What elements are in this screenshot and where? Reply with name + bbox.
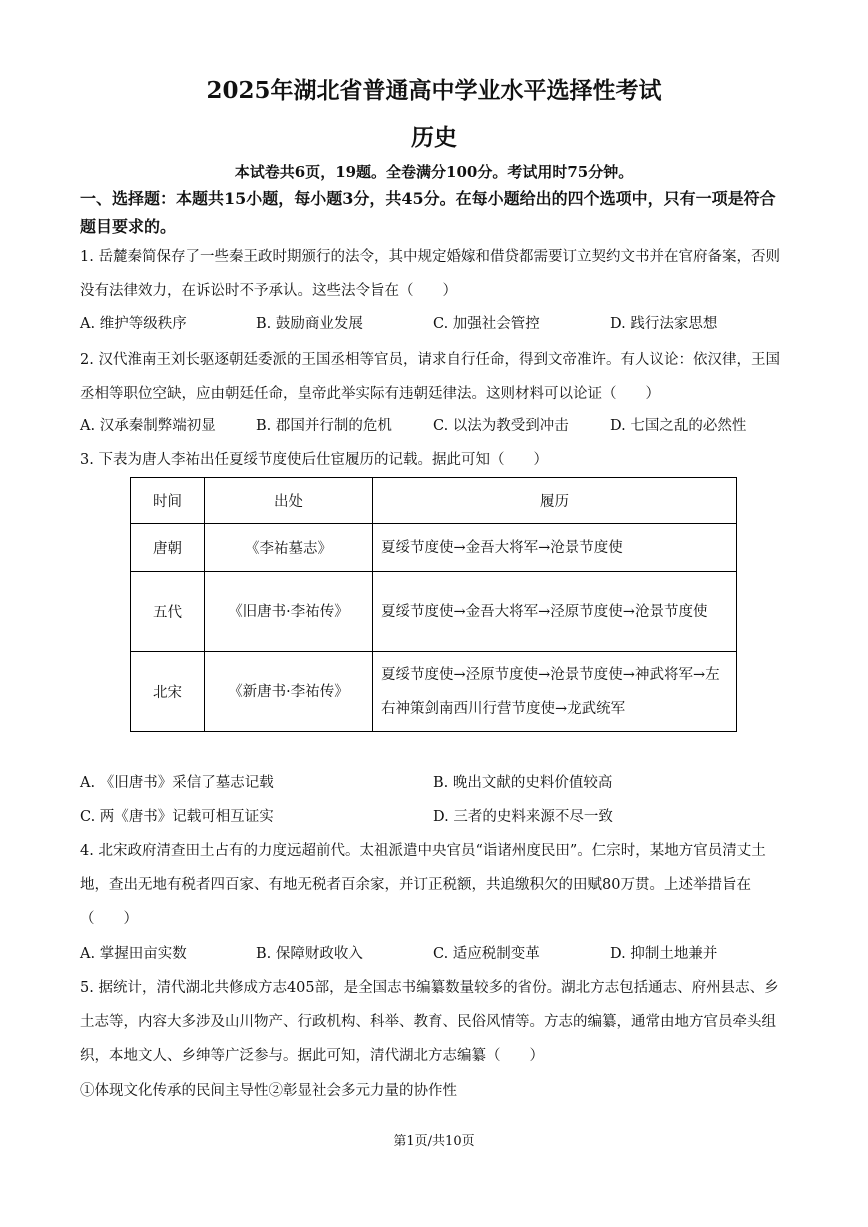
table-cell: 夏绥节度使→金吾大将军→泾原节度使→沧景节度使 xyxy=(373,572,737,652)
q1-option-b: B. 鼓励商业发展 xyxy=(256,316,363,332)
table-row xyxy=(131,652,737,732)
q2-option-a: A. 汉承秦制弊端初显 xyxy=(80,418,216,434)
page-number: 第1页/共10页 xyxy=(393,1134,475,1149)
section-heading: 一、选择题：本题共15小题，每小题3分，共45分。在每小题给出的四个选项中，只有一项是符合题目要求的。 xyxy=(80,189,776,236)
q2-option-c: C. 以法为教受到冲击 xyxy=(433,418,569,434)
table-cell: 五代 xyxy=(131,572,205,652)
table-cell: 《李祐墓志》 xyxy=(205,524,373,572)
question-4-stem: 4. 北宋政府清查田土占有的力度远超前代。太祖派遣中央官员“诣诸州度民田”。仁宗时，某地方官员清丈土地，查出无地有税者四百家、有地无税者百余家，并订正税额，共追缴积欠的田赋80万贯。上述举措旨在（ ） xyxy=(80,843,766,927)
q5-statements: ①体现文化传承的民间主导性②彰显社会多元力量的协作性 xyxy=(80,1083,457,1099)
q4-option-c: C. 适应税制变革 xyxy=(433,946,540,962)
career-table xyxy=(130,477,737,732)
table-cell: 《新唐书·李祐传》 xyxy=(205,652,373,732)
exam-title: 2025年湖北省普通高中学业水平选择性考试 xyxy=(206,77,662,104)
q2-option-d: D. 七国之乱的必然性 xyxy=(610,418,747,434)
q4-option-a: A. 掌握田亩实数 xyxy=(80,946,187,962)
table-cell: 唐朝 xyxy=(131,524,205,572)
table-cell: 夏绥节度使→泾原节度使→沧景节度使→神武将军→左右神策剑南西川行营节度使→龙武统军 xyxy=(373,652,737,732)
question-2-stem: 2. 汉代淮南王刘长驱逐朝廷委派的王国丞相等官员，请求自行任命，得到文帝准许。有人议论：依汉律，王国丞相等职位空缺，应由朝廷任命，皇帝此举实际有违朝廷律法。这则材料可以论证（ ） xyxy=(80,352,780,402)
q3-option-a: A. 《旧唐书》采信了墓志记载 xyxy=(80,775,274,791)
table-cell: 北宋 xyxy=(131,652,205,732)
q1-option-d: D. 践行法家思想 xyxy=(610,316,718,332)
table-row xyxy=(131,572,737,652)
exam-info: 本试卷共6页，19题。全卷满分100分。考试用时75分钟。 xyxy=(234,163,634,181)
q2-option-b: B. 郡国并行制的危机 xyxy=(256,418,392,434)
table-row xyxy=(131,524,737,572)
table-cell: 夏绥节度使→金吾大将军→沧景节度使 xyxy=(373,524,737,572)
q3-option-b: B. 晚出文献的史料价值较高 xyxy=(433,775,613,791)
q4-option-d: D. 抑制土地兼并 xyxy=(610,946,718,962)
table-header-cell: 履历 xyxy=(373,478,737,524)
subject-title: 历史 xyxy=(411,124,457,151)
table-cell: 《旧唐书·李祐传》 xyxy=(205,572,373,652)
question-3-stem: 3. 下表为唐人李祐出任夏绥节度使后仕宦履历的记载。据此可知（ ） xyxy=(80,452,548,468)
q4-option-b: B. 保障财政收入 xyxy=(256,946,363,962)
question-1-stem: 1. 岳麓秦简保存了一些秦王政时期颁行的法令，其中规定婚嫁和借贷都需要订立契约文书并在官府备案，否则没有法律效力，在诉讼时不予承认。这些法令旨在（ ） xyxy=(80,249,780,299)
table-header-cell: 时间 xyxy=(131,478,205,524)
question-5-stem: 5. 据统计，清代湖北共修成方志405部，是全国志书编纂数量较多的省份。湖北方志包括通志、府州县志、乡土志等，内容大多涉及山川物产、行政机构、科举、教育、民俗风情等。方志的编纂，通常由地方官员牵头组织，本地文人、乡绅等广泛参与。据此可知，清代湖北方志编纂（ ） xyxy=(80,980,779,1064)
q1-option-c: C. 加强社会管控 xyxy=(433,316,540,332)
q1-option-a: A. 维护等级秩序 xyxy=(80,316,187,332)
table-header-row xyxy=(131,478,737,524)
q3-option-c: C. 两《唐书》记载可相互证实 xyxy=(80,809,274,825)
table-header-cell: 出处 xyxy=(205,478,373,524)
q3-option-d: D. 三者的史料来源不尽一致 xyxy=(433,809,613,825)
